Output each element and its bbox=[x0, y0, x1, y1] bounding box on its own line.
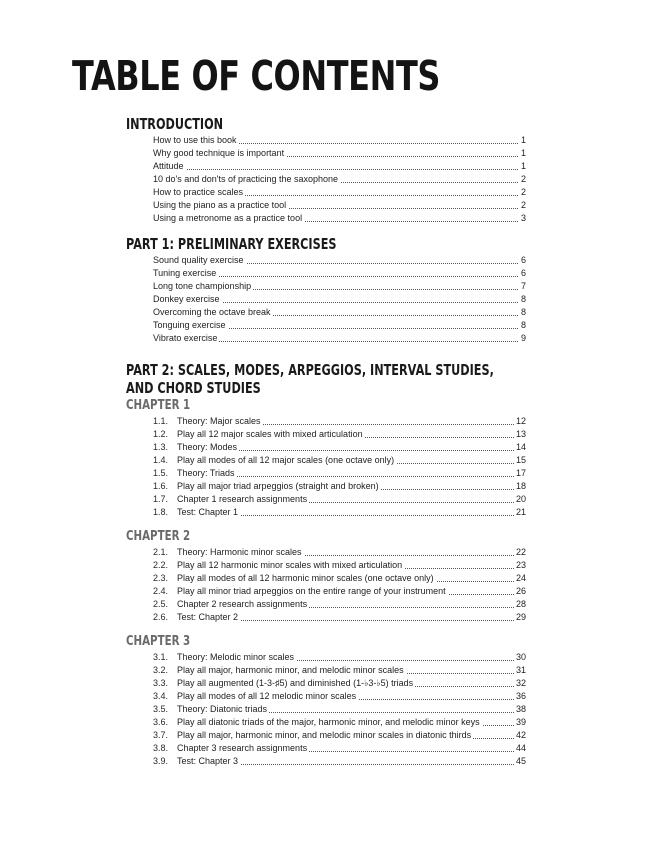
toc-entry[interactable] bbox=[153, 480, 526, 493]
entry-page: 2 bbox=[520, 187, 526, 197]
entry-number: 1.7. bbox=[153, 494, 169, 504]
entry-text: Play all modes of all 12 major scales (one octave only) bbox=[177, 455, 395, 465]
toc-entry[interactable] bbox=[153, 415, 526, 428]
entry-text: Play all modes of all 12 melodic minor scales bbox=[177, 691, 357, 701]
chapter-2 bbox=[126, 529, 526, 624]
entry-number: 1.6. bbox=[153, 481, 169, 491]
section-part-1 bbox=[126, 236, 526, 345]
entry-page: 13 bbox=[515, 429, 526, 439]
toc-entry[interactable] bbox=[153, 147, 526, 160]
chapter-heading: CHAPTER 3 bbox=[126, 633, 191, 649]
entry-page: 12 bbox=[515, 416, 526, 426]
section-heading-line-1: PART 2: SCALES, MODES, ARPEGGIOS, INTERVAL STUDIES, bbox=[126, 361, 494, 379]
entry-page: 39 bbox=[515, 717, 526, 727]
entry-number: 3.7. bbox=[153, 730, 169, 740]
entry-number: 1.5. bbox=[153, 468, 169, 478]
entry-page: 14 bbox=[515, 442, 526, 452]
entry-number: 3.6. bbox=[153, 717, 169, 727]
toc-entry[interactable] bbox=[153, 664, 526, 677]
toc-entry[interactable] bbox=[153, 677, 526, 690]
entry-label bbox=[153, 704, 269, 714]
entry-text: Test: Chapter 2 bbox=[177, 612, 239, 622]
entry-page: 45 bbox=[515, 756, 526, 766]
entry-page: 7 bbox=[520, 281, 526, 291]
entry-page: 23 bbox=[515, 560, 526, 570]
entry-page: 8 bbox=[520, 320, 526, 330]
toc-entry[interactable] bbox=[153, 267, 526, 280]
entry-text: Play all major, harmonic minor, and melodic minor scales in diatonic thirds bbox=[177, 730, 472, 740]
entry-label bbox=[153, 586, 448, 596]
entry-number: 2.3. bbox=[153, 573, 169, 583]
entry-text: Play all augmented (1-3-♯5) and diminished (1-♭3-♭5) triads bbox=[177, 678, 414, 688]
entry-label: 10 do's and don'ts of practicing the saxophone bbox=[153, 174, 339, 184]
entry-page: 28 bbox=[515, 599, 526, 609]
chapter-1 bbox=[126, 398, 526, 519]
entry-page: 26 bbox=[515, 586, 526, 596]
toc-entry[interactable] bbox=[153, 506, 526, 519]
entry-text: Theory: Harmonic minor scales bbox=[177, 547, 302, 557]
entry-label: Vibrato exercise bbox=[153, 333, 218, 343]
toc-entry[interactable] bbox=[153, 332, 526, 345]
entry-label: Using the piano as a practice tool bbox=[153, 200, 287, 210]
section-heading: INTRODUCTION bbox=[126, 115, 224, 133]
table-of-contents bbox=[126, 116, 526, 768]
entry-number: 3.9. bbox=[153, 756, 169, 766]
entry-page: 42 bbox=[515, 730, 526, 740]
entry-page: 6 bbox=[520, 255, 526, 265]
page-title: TABLE OF CONTENTS bbox=[72, 52, 441, 100]
entry-label bbox=[153, 494, 309, 504]
entry-page: 21 bbox=[515, 507, 526, 517]
entry-text: Play all 12 major scales with mixed articulation bbox=[177, 429, 363, 439]
section-introduction bbox=[126, 116, 526, 225]
entry-label bbox=[153, 429, 365, 439]
entry-page: 1 bbox=[520, 135, 526, 145]
toc-entry[interactable] bbox=[153, 611, 526, 624]
entry-page: 8 bbox=[520, 307, 526, 317]
chapter-3 bbox=[126, 634, 526, 768]
entry-label: Sound quality exercise bbox=[153, 255, 244, 265]
entry-label bbox=[153, 691, 358, 701]
entry-number: 2.6. bbox=[153, 612, 169, 622]
entry-label: Using a metronome as a practice tool bbox=[153, 213, 303, 223]
entry-number: 3.5. bbox=[153, 704, 169, 714]
entry-text: Chapter 1 research assignments bbox=[177, 494, 308, 504]
entry-label bbox=[153, 547, 304, 557]
toc-entry[interactable] bbox=[153, 729, 526, 742]
entry-number: 2.1. bbox=[153, 547, 169, 557]
toc-entry[interactable] bbox=[153, 293, 526, 306]
entry-page: 18 bbox=[515, 481, 526, 491]
entry-page: 31 bbox=[515, 665, 526, 675]
entry-text: Play all modes of all 12 harmonic minor scales (one octave only) bbox=[177, 573, 434, 583]
toc-entry[interactable] bbox=[153, 716, 526, 729]
entry-label: Donkey exercise bbox=[153, 294, 220, 304]
entry-label: Long tone championship bbox=[153, 281, 252, 291]
entry-page: 2 bbox=[520, 200, 526, 210]
entry-page: 3 bbox=[520, 213, 526, 223]
toc-entry[interactable] bbox=[153, 546, 526, 559]
entry-page: 8 bbox=[520, 294, 526, 304]
entry-page: 30 bbox=[515, 652, 526, 662]
entry-text: Theory: Major scales bbox=[177, 416, 261, 426]
entry-label bbox=[153, 416, 263, 426]
toc-entry[interactable] bbox=[153, 160, 526, 173]
entry-page: 24 bbox=[515, 573, 526, 583]
entry-text: Theory: Melodic minor scales bbox=[177, 652, 295, 662]
entry-number: 3.2. bbox=[153, 665, 169, 675]
entry-page: 20 bbox=[515, 494, 526, 504]
entry-label: Why good technique is important bbox=[153, 148, 285, 158]
entry-text: Theory: Modes bbox=[177, 442, 238, 452]
entry-label bbox=[153, 507, 240, 517]
entry-page: 38 bbox=[515, 704, 526, 714]
entry-number: 2.2. bbox=[153, 560, 169, 570]
entry-label bbox=[153, 756, 240, 766]
entry-text: Chapter 3 research assignments bbox=[177, 743, 308, 753]
entry-text: Chapter 2 research assignments bbox=[177, 599, 308, 609]
entry-label bbox=[153, 730, 473, 740]
entry-number: 1.3. bbox=[153, 442, 169, 452]
entry-number: 3.8. bbox=[153, 743, 169, 753]
entry-number: 1.1. bbox=[153, 416, 169, 426]
entry-label: Attitude bbox=[153, 161, 184, 171]
entry-number: 2.5. bbox=[153, 599, 169, 609]
entry-text: Test: Chapter 3 bbox=[177, 756, 239, 766]
toc-entry[interactable] bbox=[153, 212, 526, 225]
entry-text: Play all major, harmonic minor, and melodic minor scales bbox=[177, 665, 404, 675]
entry-label: Tonguing exercise bbox=[153, 320, 226, 330]
toc-entry[interactable] bbox=[153, 598, 526, 611]
entry-label bbox=[153, 665, 406, 675]
toc-entry[interactable] bbox=[153, 742, 526, 755]
entry-label bbox=[153, 481, 381, 491]
toc-entry[interactable] bbox=[153, 134, 526, 147]
entry-label: Tuning exercise bbox=[153, 268, 217, 278]
toc-entry[interactable] bbox=[153, 454, 526, 467]
toc-entry[interactable] bbox=[153, 186, 526, 199]
chapter-heading: CHAPTER 2 bbox=[126, 528, 191, 544]
entry-label: How to practice scales bbox=[153, 187, 244, 197]
entry-text: Theory: Triads bbox=[177, 468, 235, 478]
entry-label bbox=[153, 717, 482, 727]
entry-text: Play all minor triad arpeggios on the entire range of your instrument bbox=[177, 586, 446, 596]
entry-number: 1.4. bbox=[153, 455, 169, 465]
entry-label: Overcoming the octave break bbox=[153, 307, 271, 317]
toc-entry[interactable] bbox=[153, 690, 526, 703]
toc-entry[interactable] bbox=[153, 559, 526, 572]
toc-entry[interactable] bbox=[153, 199, 526, 212]
toc-entry[interactable] bbox=[153, 467, 526, 480]
entry-label: How to use this book bbox=[153, 135, 237, 145]
toc-entry[interactable] bbox=[153, 428, 526, 441]
entry-page: 1 bbox=[520, 161, 526, 171]
entry-page: 32 bbox=[515, 678, 526, 688]
entry-label bbox=[153, 612, 240, 622]
toc-entry[interactable] bbox=[153, 319, 526, 332]
toc-entry[interactable] bbox=[153, 441, 526, 454]
entry-number: 3.3. bbox=[153, 678, 169, 688]
toc-entry[interactable] bbox=[153, 572, 526, 585]
entry-label bbox=[153, 599, 309, 609]
entry-number: 1.8. bbox=[153, 507, 169, 517]
toc-entry[interactable] bbox=[153, 651, 526, 664]
entry-number: 1.2. bbox=[153, 429, 169, 439]
entry-page: 44 bbox=[515, 743, 526, 753]
entry-page: 6 bbox=[520, 268, 526, 278]
entry-text: Play all 12 harmonic minor scales with mixed articulation bbox=[177, 560, 403, 570]
entry-page: 9 bbox=[520, 333, 526, 343]
entry-number: 3.4. bbox=[153, 691, 169, 701]
entry-label bbox=[153, 455, 396, 465]
entry-label bbox=[153, 573, 436, 583]
toc-entry[interactable] bbox=[153, 755, 526, 768]
toc-entry[interactable] bbox=[153, 585, 526, 598]
entry-text: Test: Chapter 1 bbox=[177, 507, 239, 517]
toc-entry[interactable] bbox=[153, 306, 526, 319]
section-part-2 bbox=[126, 362, 526, 768]
chapter-heading: CHAPTER 1 bbox=[126, 397, 191, 413]
entry-page: 17 bbox=[515, 468, 526, 478]
entry-label bbox=[153, 560, 404, 570]
entry-page: 15 bbox=[515, 455, 526, 465]
entry-label bbox=[153, 743, 309, 753]
section-heading-line-2: AND CHORD STUDIES bbox=[126, 379, 261, 397]
entry-page: 29 bbox=[515, 612, 526, 622]
entry-label bbox=[153, 678, 415, 688]
toc-entry[interactable] bbox=[153, 703, 526, 716]
entry-number: 2.4. bbox=[153, 586, 169, 596]
entry-page: 36 bbox=[515, 691, 526, 701]
entry-label bbox=[153, 442, 239, 452]
entry-text: Theory: Diatonic triads bbox=[177, 704, 268, 714]
entry-page: 22 bbox=[515, 547, 526, 557]
toc-entry[interactable] bbox=[153, 280, 526, 293]
toc-entry[interactable] bbox=[153, 254, 526, 267]
entry-label bbox=[153, 468, 237, 478]
section-heading: PART 1: PRELIMINARY EXERCISES bbox=[126, 235, 337, 253]
entry-page: 2 bbox=[520, 174, 526, 184]
entry-text: Play all major triad arpeggios (straight and broken) bbox=[177, 481, 379, 491]
entry-label bbox=[153, 652, 296, 662]
toc-entry[interactable] bbox=[153, 493, 526, 506]
toc-entry[interactable] bbox=[153, 173, 526, 186]
entry-number: 3.1. bbox=[153, 652, 169, 662]
entry-text: Play all diatonic triads of the major, harmonic minor, and melodic minor keys bbox=[177, 717, 480, 727]
entry-page: 1 bbox=[520, 148, 526, 158]
